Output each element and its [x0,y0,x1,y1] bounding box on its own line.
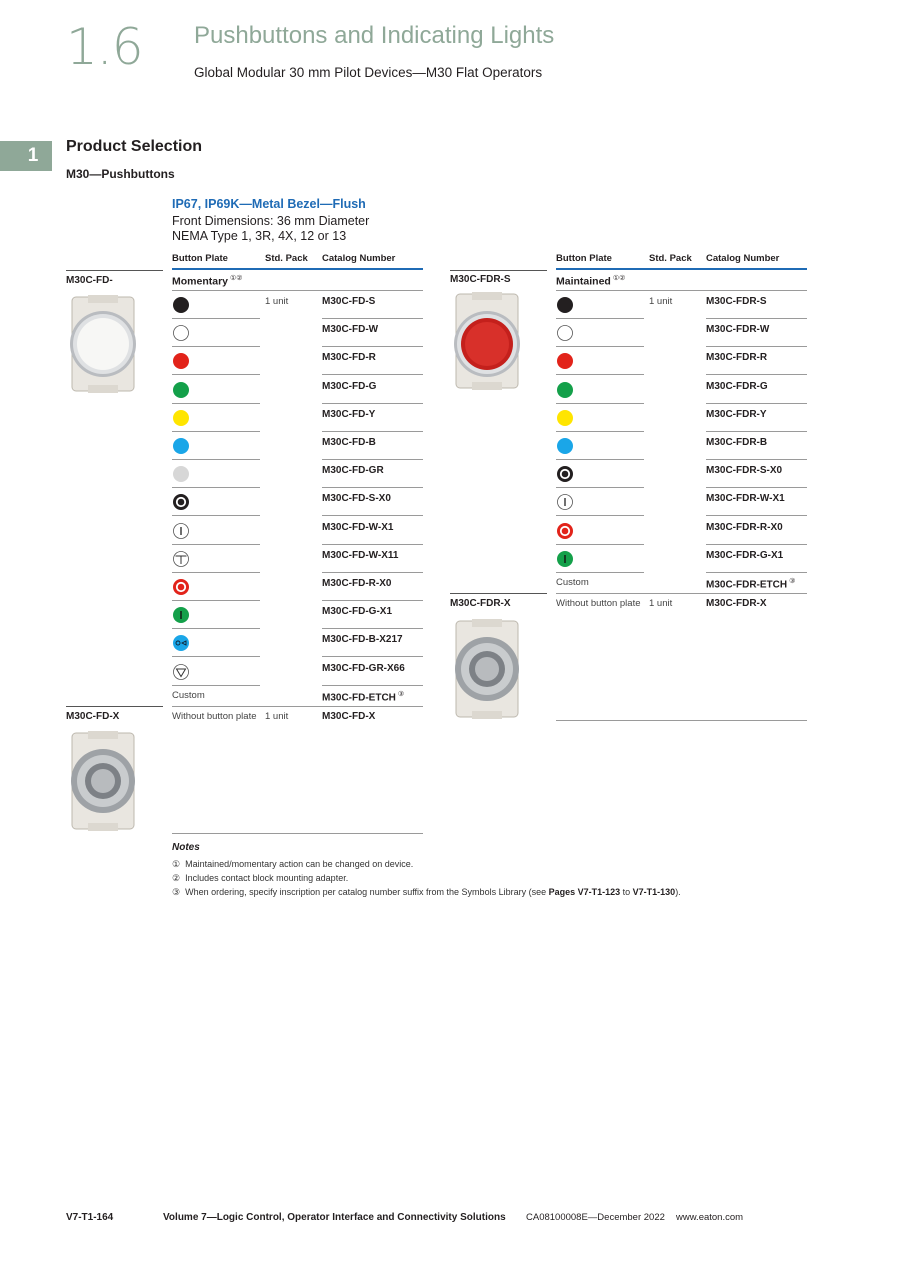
right-col-std-pack: Std. Pack [649,253,692,264]
section-subtitle: Global Modular 30 mm Pilot Devices—M30 Flat Operators [194,65,543,80]
left-x-product-image [66,729,141,833]
right-row-row-rule [706,459,807,460]
right-row-catalog-number: M30C-FDR-G-X1 [706,549,784,561]
left-row-catalog-number: M30C-FD-G [322,380,377,392]
right-row-catalog-number: M30C-FDR-W [706,324,770,336]
left-model-rule [66,270,163,271]
product-selection-title: Product Selection [66,138,203,155]
black-circle-icon [172,296,190,319]
left-row-row-rule [172,685,260,686]
note-1: ① Maintained/momentary action can be changed on device. [172,859,414,869]
right-product-image [450,290,525,392]
left-custom-catalog: M30C-FD-ETCH ③ [322,691,405,704]
green-bar-i-icon [172,606,190,629]
left-model-label: M30C-FD- [66,275,113,286]
right-custom-label: Custom [556,577,589,588]
left-row-catalog-number: M30C-FD-W-X1 [322,521,394,533]
white-t-symbol-icon [172,550,190,573]
right-col-catalog-number: Catalog Number [706,253,780,264]
right-row-row-rule [556,459,644,460]
left-row-catalog-number: M30C-FD-W [322,324,379,336]
green-circle-icon [172,381,190,404]
left-row-catalog-number: M30C-FD-Y [322,408,376,420]
left-row-row-rule [172,403,260,404]
green-circle-icon [556,381,574,404]
white-bar-i-icon [172,522,190,545]
left-x-model-rule [66,706,163,707]
left-row-row-rule [322,459,423,460]
spec-block [172,214,369,244]
grey-circle-icon [172,465,190,488]
left-product-image [66,293,141,395]
black-circle-icon [556,296,574,319]
right-row-catalog-number: M30C-FDR-Y [706,408,767,420]
left-row-catalog-number: M30C-FD-S-X0 [322,493,391,505]
left-x-model-label: M30C-FD-X [66,711,120,722]
left-row-row-rule [172,459,260,460]
right-row-catalog-number: M30C-FDR-W-X1 [706,493,785,505]
right-custom-catalog: M30C-FDR-ETCH ③ [706,578,796,591]
right-model-label: M30C-FDR-S [450,274,511,285]
left-x-catalog: M30C-FD-X [322,711,376,722]
left-row-catalog-number: M30C-FD-S [322,296,376,307]
blue-symbol-icon [172,634,190,657]
right-row-row-rule [556,318,644,319]
left-col-button-plate: Button Plate [172,253,228,264]
left-custom-label: Custom [172,690,205,701]
right-row-row-rule [556,544,644,545]
right-row-catalog-number: M30C-FDR-G [706,380,768,392]
left-x-pack: 1 unit [265,711,289,722]
yellow-circle-icon [172,409,190,432]
notes-title: Notes [172,842,200,853]
left-group-rule [172,290,423,291]
right-row-row-rule [706,374,807,375]
right-x-model-label: M30C-FDR-X [450,598,511,609]
right-bottom-rule [556,720,807,721]
left-row-catalog-number: M30C-FD-GR-X66 [322,662,405,674]
white-bar-i-icon [556,493,574,516]
right-row-row-rule [706,572,807,573]
left-row-row-rule [322,572,423,573]
left-row-row-rule [322,628,423,629]
right-row-row-rule [556,487,644,488]
left-row-catalog-number: M30C-FD-R [322,352,376,364]
right-row-row-rule [706,318,807,319]
spec-title: IP67, IP69K—Metal Bezel—Flush [172,197,366,211]
footer-volume: Volume 7—Logic Control, Operator Interface and Connectivity Solutions [163,1212,506,1223]
left-std-pack: 1 unit [265,296,289,307]
notes-rule [172,833,423,834]
right-row-row-rule [556,346,644,347]
right-custom-rule [556,593,807,594]
black-ring-o-icon [556,465,574,488]
left-row-row-rule [172,656,260,657]
left-row-row-rule [322,656,423,657]
right-x-model-rule [450,593,547,594]
nema-rating: NEMA Type 1, 3R, 4X, 12 or 13 [172,229,347,243]
footer-page-number: V7-T1-164 [66,1212,114,1223]
grey-triangle-symbol-icon [172,663,190,686]
left-row-row-rule [172,374,260,375]
left-group-label: Momentary ①② [172,275,243,288]
left-col-std-pack: Std. Pack [265,253,308,264]
footer-web[interactable]: www.eaton.com [676,1212,744,1223]
white-circle-icon [172,324,190,347]
right-group-label: Maintained ①② [556,275,626,288]
section-number: 1.6 [66,18,143,76]
left-row-row-rule [322,600,423,601]
left-row-row-rule [172,431,260,432]
right-x-product-image [450,617,525,721]
right-row-row-rule [706,431,807,432]
right-x-pack: 1 unit [649,598,673,609]
front-dimensions: Front Dimensions: 36 mm Diameter [172,214,370,228]
left-row-catalog-number: M30C-FD-G-X1 [322,606,393,618]
left-x-plate: Without button plate [172,711,257,722]
right-row-catalog-number: M30C-FDR-S [706,296,767,307]
left-row-row-rule [322,431,423,432]
left-row-row-rule [322,403,423,404]
yellow-circle-icon [556,409,574,432]
right-x-plate: Without button plate [556,598,641,609]
right-row-row-rule [556,374,644,375]
right-row-catalog-number: M30C-FDR-R-X0 [706,521,783,533]
left-row-catalog-number: M30C-FD-R-X0 [322,578,392,589]
right-row-row-rule [556,403,644,404]
note-3: ③ When ordering, specify inscription per catalog number suffix from the Symbols Library (see Pages V7-T1-123 to V7-T1-130). [172,887,681,897]
right-col-button-plate: Button Plate [556,253,612,264]
footer-doc: CA08100008E—December 2022 [526,1212,665,1223]
left-row-row-rule [172,346,260,347]
left-row-catalog-number: M30C-FD-GR [322,465,384,477]
left-row-row-rule [322,346,423,347]
right-row-row-rule [556,431,644,432]
left-row-row-rule [172,572,260,573]
left-row-row-rule [322,374,423,375]
left-row-catalog-number: M30C-FD-W-X11 [322,549,399,561]
right-x-catalog: M30C-FDR-X [706,598,767,609]
right-row-row-rule [706,403,807,404]
side-tab: 1 [0,141,52,171]
black-ring-o-icon [172,493,190,516]
red-circle-icon [172,352,190,375]
blue-circle-icon [172,437,190,460]
left-header-rule [172,268,423,270]
right-std-pack: 1 unit [649,296,673,307]
section-title: Pushbuttons and Indicating Lights [194,22,555,49]
right-row-row-rule [706,346,807,347]
blue-circle-icon [556,437,574,460]
right-header-rule [556,268,807,270]
white-circle-icon [556,324,574,347]
right-row-row-rule [706,487,807,488]
right-row-row-rule [706,515,807,516]
left-row-row-rule [322,515,423,516]
note-2: ② Includes contact block mounting adapter. [172,873,349,883]
product-selection-subtitle: M30—Pushbuttons [66,167,175,181]
left-row-row-rule [172,318,260,319]
left-row-row-rule [172,544,260,545]
red-ring-o-icon [172,578,190,601]
left-row-row-rule [172,600,260,601]
red-ring-o-icon [556,522,574,545]
left-col-catalog-number: Catalog Number [322,253,396,264]
right-group-rule [556,290,807,291]
left-custom-rule [172,706,423,707]
left-row-catalog-number: M30C-FD-B-X217 [322,634,403,646]
left-row-row-rule [322,487,423,488]
red-circle-icon [556,352,574,375]
right-row-catalog-number: M30C-FDR-S-X0 [706,465,783,477]
right-row-row-rule [556,515,644,516]
right-row-row-rule [556,572,644,573]
right-model-rule [450,270,547,271]
left-row-row-rule [172,487,260,488]
right-row-row-rule [706,544,807,545]
left-row-row-rule [322,318,423,319]
left-row-row-rule [172,628,260,629]
left-row-row-rule [322,544,423,545]
left-row-catalog-number: M30C-FD-B [322,437,376,448]
left-row-row-rule [172,515,260,516]
green-bar-i-icon [556,550,574,573]
right-row-catalog-number: M30C-FDR-R [706,352,768,364]
left-row-row-rule [322,685,423,686]
right-row-catalog-number: M30C-FDR-B [706,437,768,448]
